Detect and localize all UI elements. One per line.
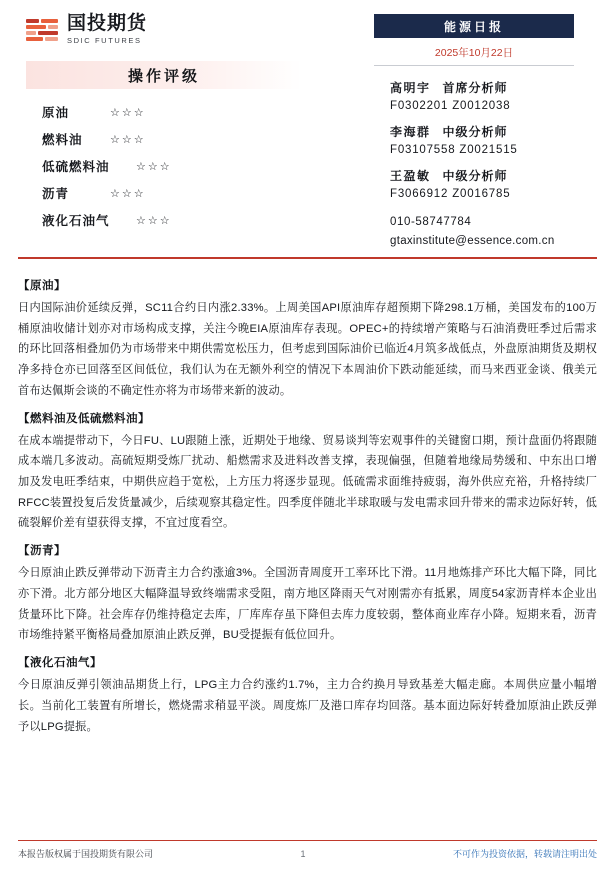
- footer-page-number: 1: [300, 848, 306, 859]
- rating-stars-icon: ☆☆☆: [110, 106, 146, 119]
- analyst-title: 中级分析师: [442, 169, 508, 183]
- rating-stars-icon: ☆☆☆: [136, 160, 172, 173]
- contact-email[interactable]: gtaxinstitute@essence.com.cn: [390, 235, 555, 247]
- footer-row: [18, 847, 597, 860]
- ratings-title-banner: [26, 61, 302, 89]
- analyst-name-row: [390, 123, 597, 140]
- analyst-license-code: F03107558 Z0021515: [390, 144, 518, 156]
- section-paragraph: 今日原油反弹引领油品期货上行，LPG主力合约涨约1.7%，主力合约换月导致基差大幅走廊。本周供应量小幅增长。当前化工装置有所增长，燃烧需求稍显平淡。周度炼厂及港口库存均回落。基本面边际好转叠加原油止跌反弹予以LPG提振。: [18, 679, 597, 733]
- rating-product-name: 燃料油: [42, 133, 83, 147]
- footer-copyright: 本报告版权属于国投期货有限公司: [18, 849, 154, 859]
- report-type-badge: 能源日报: [374, 14, 574, 38]
- analyst-license-code: F0302201 Z0012038: [390, 100, 511, 112]
- report-footer: [18, 840, 597, 860]
- brand-text: [67, 14, 147, 45]
- section-crude-oil: [18, 277, 597, 402]
- section-heading: 【原油】: [18, 280, 66, 292]
- rating-product-name: 沥青: [42, 187, 70, 201]
- footer-disclaimer: 不可作为投资依据，转载请注明出处: [453, 849, 598, 859]
- analyst-title: 中级分析师: [442, 125, 508, 139]
- section-lpg: [18, 654, 597, 737]
- analyst-title: 首席分析师: [442, 81, 508, 95]
- rating-product-name: 液化石油气: [42, 214, 110, 228]
- rating-row: [42, 103, 318, 121]
- report-header: [18, 0, 597, 247]
- sdic-logo-icon: [26, 17, 60, 43]
- analyst-name: 李海群: [390, 125, 431, 139]
- footer-divider: [18, 840, 597, 841]
- section-paragraph: 在成本端提带动下，今日FU、LU跟随上涨，近期处于地缘、贸易谈判等宏观事件的关键窗口期，预计盘面仍将跟随成本端几多波动。高硫短期受炼厂扰动、船燃需求及进料改善支撑，表现偏强，但随着地缘局势缓和、中东出口增加及发电旺季结束，中期供应趋于宽松，上方压力将逐步显现。低硫需求面维持疲弱，海外供应充裕，升格持续厂RFCC装置投复后发货量减少，后续观察其稳定性。四季度伴随北半球取暖与发电需求回升带来的需求边际好转，低硫裂解价差有望获得支撑，不宜过度看空。: [18, 434, 597, 530]
- rating-row: [42, 130, 318, 148]
- header-left-column: [18, 14, 318, 247]
- rating-stars-icon: ☆☆☆: [110, 187, 146, 200]
- rating-row: [42, 184, 318, 202]
- rating-stars-icon: ☆☆☆: [136, 214, 172, 227]
- section-bitumen: [18, 542, 597, 646]
- brand-name-cn: 国投期货: [67, 13, 148, 34]
- section-paragraph: 今日原油止跌反弹带动下沥青主力合约涨逾3%。全国沥青周度开工率环比下滑。11月地炼排产环比大幅下降，同比亦下滑。北方部分地区大幅降温导致终端需求受阻，南方地区降雨天气对刚需亦有抵累，周度54家沥青样本企业出货量环比下降。社会库存仍维持稳定去库，厂库库存虽下降但去库力度较弱，整体商业库存小降。短期来看，沥青市场维持紧平衡格局叠加原油止跌反弹，BU受提振有低位回升。: [18, 567, 597, 642]
- section-heading: 【沥青】: [18, 545, 66, 558]
- analyst-name-row: [390, 79, 597, 96]
- rating-product-name: 原油: [42, 106, 70, 120]
- rating-row: [42, 211, 318, 229]
- ratings-list: [42, 103, 318, 229]
- contact-phone: 010-58747784: [390, 216, 472, 228]
- section-heading: 【燃料油及低硫燃料油】: [18, 412, 150, 425]
- analyst-name: 高明宇: [390, 81, 431, 95]
- analyst-name: 王盈敏: [390, 169, 431, 183]
- section-heading: 【液化石油气】: [18, 657, 102, 670]
- analyst-list: [332, 79, 597, 247]
- analyst-entry: [390, 79, 597, 112]
- report-body: [18, 259, 597, 737]
- report-date: 2025年10月22日: [374, 38, 574, 66]
- brand-logo: [18, 14, 318, 45]
- rating-stars-icon: ☆☆☆: [110, 133, 146, 146]
- section-paragraph: 日内国际油价延续反弹，SC11合约日内涨2.33%。上周美国API原油库存超预期下降298.1万桶，美国发布的100万桶原油收储计划亦对市场构成支撑，关注今晚EIA原油库存表现。OPEC+的持续增产策略与石油消费旺季过后需求的环比回落相叠加仍为市场带来中期供需宽松压力，但考虑到国际油价已临近4月筑多战低点，外盘原油期货及期权净多持仓亦已回落至区间低位，我们认为在无额外利空的情况下本周油价下跌动能延续，而马来西亚金谈、俄美元首布达佩斯会谈的不确定性亦将为市场带来新的波动。: [18, 302, 597, 397]
- brand-name-en: SDIC FUTURES: [67, 36, 142, 45]
- rating-row: [42, 157, 318, 175]
- analyst-entry: [390, 123, 597, 156]
- analyst-name-row: [390, 167, 597, 184]
- ratings-title: 操作评级: [127, 67, 200, 85]
- analyst-entry: [390, 167, 597, 200]
- section-fuel-oil: [18, 410, 597, 535]
- analyst-license-code: F3066912 Z0016785: [390, 188, 511, 200]
- rating-product-name: 低硫燃料油: [42, 160, 110, 174]
- header-right-column: [318, 14, 597, 247]
